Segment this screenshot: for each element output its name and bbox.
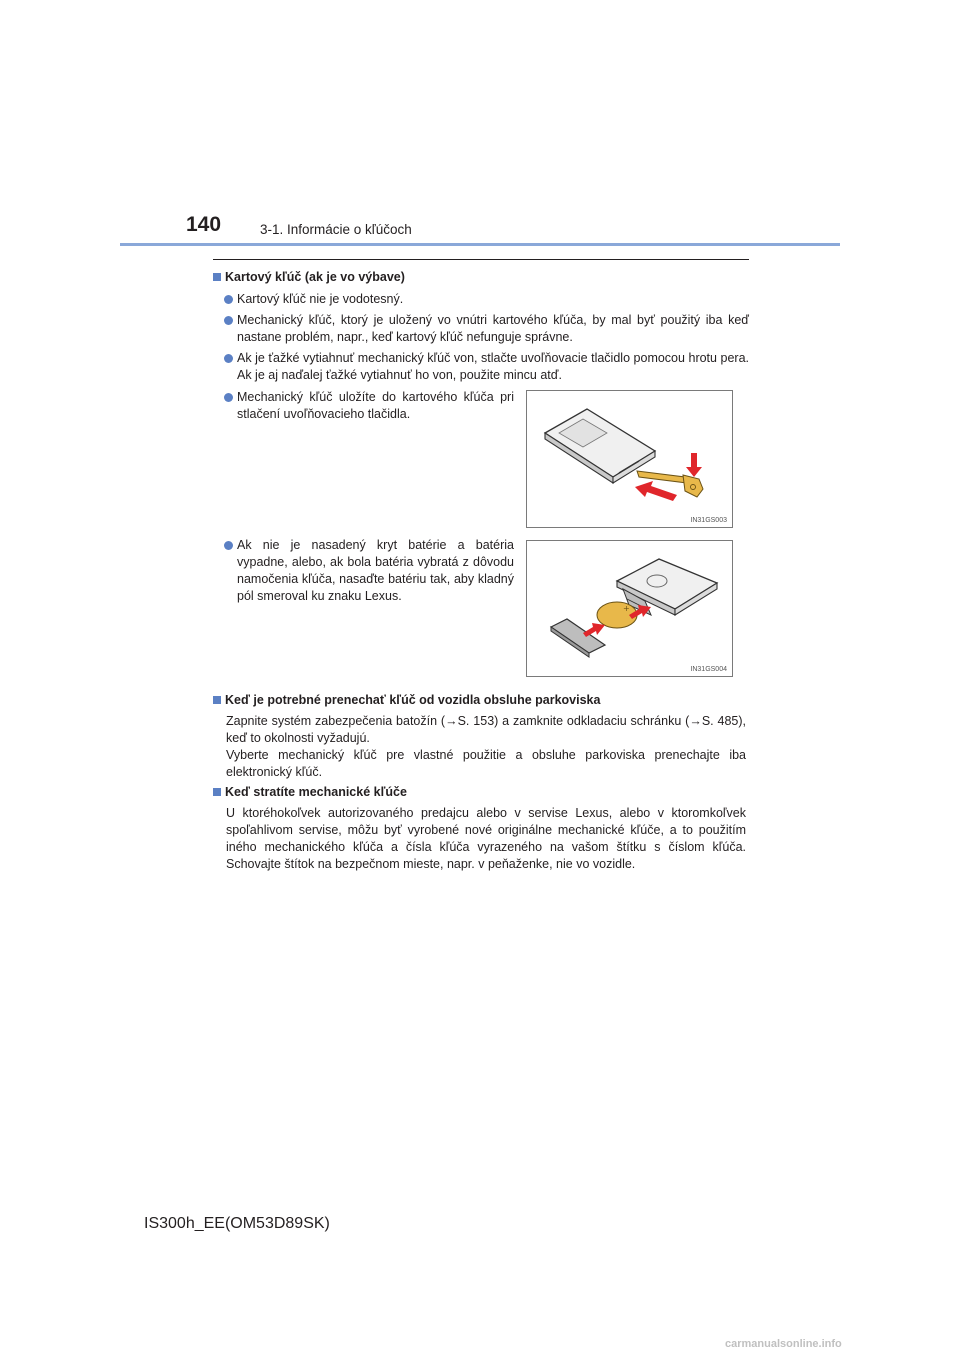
bullet-item (224, 537, 514, 605)
bullet-text: Mechanický kľúč, ktorý je uložený vo vnútri kartového kľúča, by mal byť použitý iba keď nastane problém, napr., keď kartový kľúč nefunguje správne. (237, 313, 749, 344)
content-divider (213, 259, 749, 260)
heading-text: Kartový kľúč (ak je vo výbave) (225, 270, 405, 284)
circle-bullet-icon (224, 541, 233, 550)
bullet-text: Kartový kľúč nie je vodotesný. (237, 292, 404, 306)
square-bullet-icon (213, 273, 221, 281)
heading-text: Keď je potrebné prenechať kľúč od vozidla obsluhe parkoviska (225, 693, 601, 707)
figure-label: IN31GS004 (690, 666, 727, 673)
paragraph: Vyberte mechanický kľúč pre vlastné použitie a obsluhe parkoviska prenechajte iba elektronický kľúč. (226, 748, 746, 779)
circle-bullet-icon (224, 354, 233, 363)
header-rule (120, 243, 840, 246)
heading-valet (213, 693, 600, 707)
bullet-item (224, 291, 749, 308)
heading-lost-keys (213, 785, 407, 799)
paragraph: U ktoréhokoľvek autorizovaného predajcu alebo v servise Lexus, alebo v ktoromkoľvek spoľahlivom servise, môžu byť vyrobené nové originálne mechanické kľúče, a to použitím iného mechanického kľúča a čísla kľúča vyrazeného na vašom štítku s číslom kľúča. Schovajte štítok na bezpečnom mieste, napr. v peňaženke, nie vo vozidle. (226, 806, 746, 871)
square-bullet-icon (213, 696, 221, 704)
bullet-text: Mechanický kľúč uložíte do kartového kľúča pri stlačení uvoľňovacieho tlačidla. (237, 390, 514, 421)
insert-key-illustration (527, 391, 732, 527)
svg-text:+: + (623, 604, 630, 613)
battery-illustration (527, 541, 732, 676)
circle-bullet-icon (224, 393, 233, 402)
figure-label: IN31GS003 (690, 517, 727, 524)
circle-bullet-icon (224, 316, 233, 325)
heading-text: Keď stratíte mechanické kľúče (225, 785, 407, 799)
footer-model-code: IS300h_EE(OM53D89SK) (144, 1215, 330, 1232)
watermark: carmanualsonline.info (725, 1338, 842, 1350)
heading-card-key (213, 270, 405, 284)
page-number: 140 (186, 213, 222, 236)
bullet-item (224, 389, 514, 423)
bullet-item (224, 350, 749, 384)
bullet-item (224, 312, 749, 346)
section-title: 3-1. Informácie o kľúčoch (260, 222, 412, 237)
circle-bullet-icon (224, 295, 233, 304)
paragraph: Zapnite systém zabezpečenia batožín (→S. 153) a zamknite odkladaciu schránku (→S. 485), keď to okolnosti vyžadujú. (226, 714, 746, 745)
bullet-text: Ak je ťažké vytiahnuť mechanický kľúč von, stlačte uvoľňovacie tlačidlo pomocou hrotu pera. Ak je aj naďalej ťažké vytiahnuť ho von, použite mincu atď. (237, 351, 749, 382)
square-bullet-icon (213, 788, 221, 796)
figure-battery (526, 540, 733, 677)
bullet-text: Ak nie je nasadený kryt batérie a batéria vypadne, alebo, ak bola batéria vybratá z dôvodu namočenia kľúča, nasaďte batériu tak, aby kladný pól smeroval ku znaku Lexus. (237, 538, 514, 603)
figure-insert-key (526, 390, 733, 528)
